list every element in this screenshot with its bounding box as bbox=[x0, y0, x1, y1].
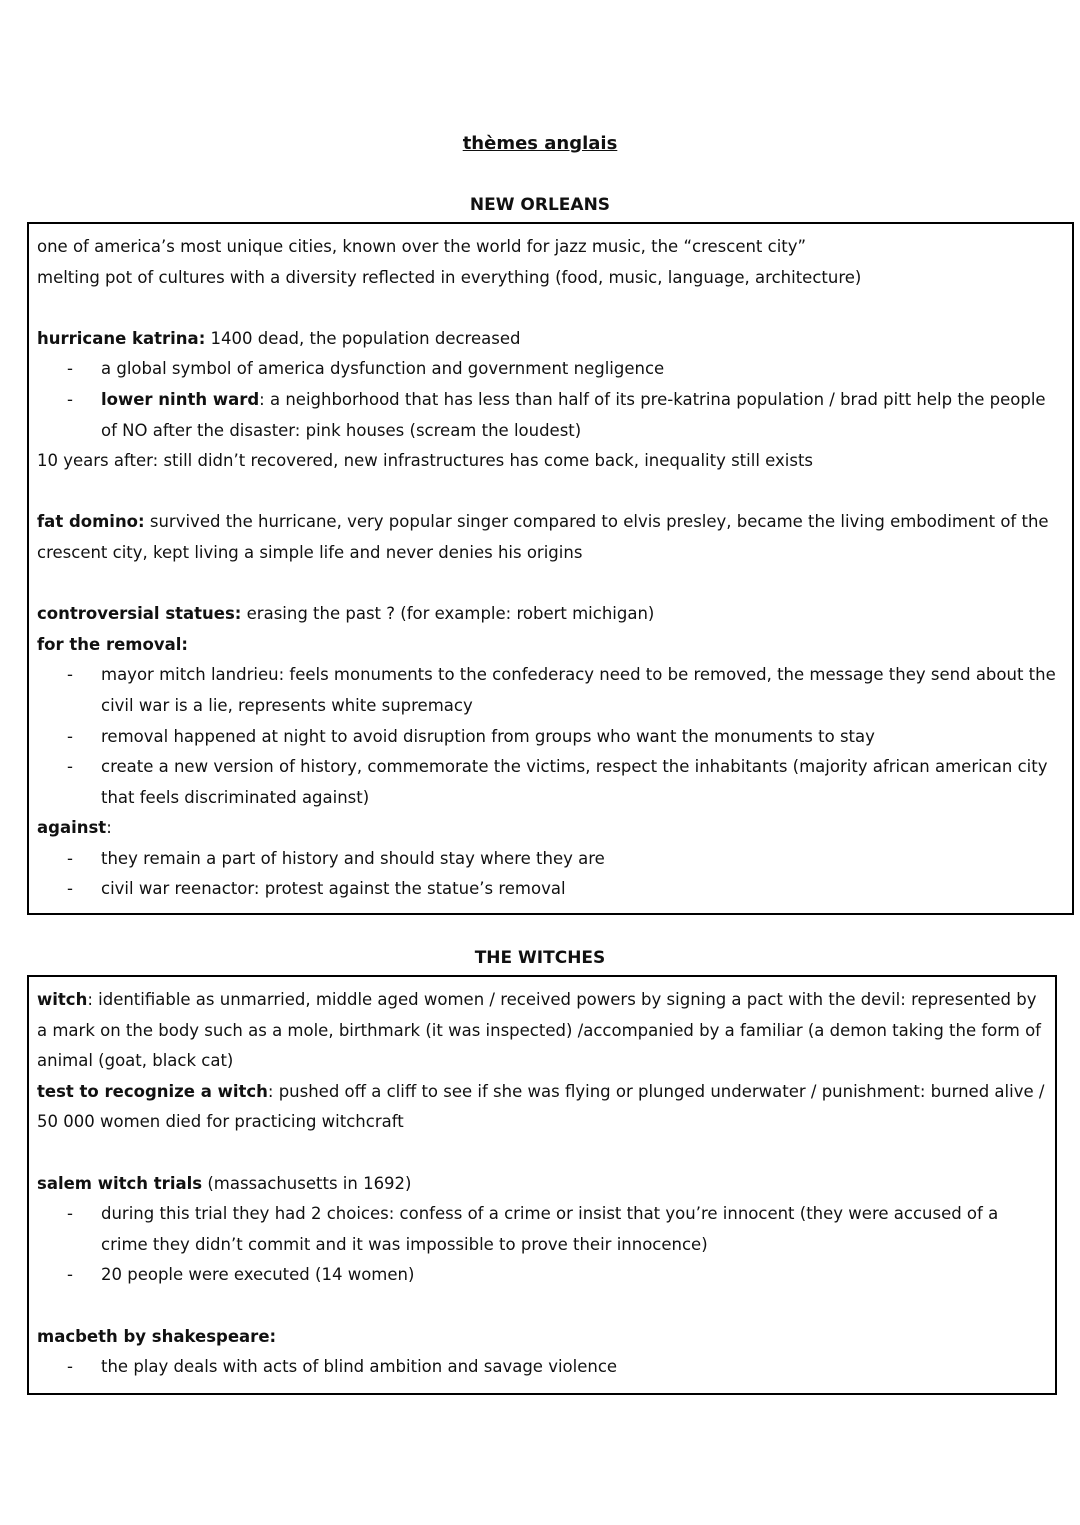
list-item-text: : a neighborhood that has less than half of its pre-katrina population / brad pitt help the people of NO after the disaster: pink houses (scream the loudest) bbox=[101, 389, 1046, 440]
katrina-label: hurricane katrina: bbox=[37, 328, 206, 348]
macbeth-list bbox=[37, 1352, 1045, 1383]
salem-list bbox=[37, 1199, 1045, 1291]
list-item bbox=[37, 354, 1062, 385]
list-item bbox=[37, 1260, 1045, 1291]
katrina-list bbox=[37, 354, 1062, 446]
new-orleans-box bbox=[27, 222, 1074, 915]
witch-label: witch bbox=[37, 990, 88, 1009]
list-item bbox=[37, 385, 1062, 446]
fat-domino-text: survived the hurricane, very popular singer compared to elvis presley, became the living embodiment of the crescent city, kept living a simple life and never denies his origins bbox=[37, 512, 1049, 562]
katrina-text: 1400 dead, the population decreased bbox=[205, 328, 521, 348]
list-item-text: 20 people were executed (14 women) bbox=[101, 1265, 415, 1285]
spacer bbox=[37, 293, 1062, 324]
witch-text: : identifiable as unmarried, middle aged women / received powers by signing a pact with the devil: represented by a mark on the body such as a mole, birthmark (it was inspected) /accompanied by a familiar (a demon taking the form of animal (goat, black cat) bbox=[37, 990, 1041, 1071]
list-item-text: during this trial they had 2 choices: confess of a crime or insist that you’re innocent (they were accused of a crime they didn’t commit and it was impossible to prove their innocence) bbox=[101, 1204, 999, 1254]
list-item-text: the play deals with acts of blind ambition and savage violence bbox=[101, 1357, 618, 1377]
macbeth-label: macbeth by shakespeare: bbox=[37, 1326, 277, 1346]
salem-paragraph bbox=[37, 1169, 1045, 1200]
intro-line-2: melting pot of cultures with a diversity reflected in everything (food, music, language, architecture) bbox=[37, 267, 862, 287]
list-item bbox=[37, 752, 1062, 813]
list-item bbox=[37, 1352, 1045, 1383]
katrina-paragraph bbox=[37, 324, 1062, 355]
list-item-text: civil war reenactor: protest against the statue’s removal bbox=[101, 879, 566, 899]
macbeth-heading bbox=[37, 1322, 1045, 1353]
section-heading-witches: THE WITCHES bbox=[474, 948, 606, 968]
spacer bbox=[37, 1138, 1045, 1169]
witch-paragraph bbox=[37, 985, 1045, 1077]
against-list bbox=[37, 844, 1062, 905]
against-label: against bbox=[37, 818, 107, 838]
list-item bbox=[37, 844, 1062, 875]
list-item bbox=[37, 874, 1062, 905]
fat-domino-label: fat domino: bbox=[37, 512, 145, 532]
list-item-text: create a new version of history, commemorate the victims, respect the inhabitants (majority african american city that feels discriminated against) bbox=[101, 757, 1048, 807]
fat-domino-paragraph bbox=[37, 507, 1062, 568]
salem-text: (massachusetts in 1692) bbox=[202, 1173, 412, 1193]
test-paragraph bbox=[37, 1077, 1045, 1138]
intro-line-1: one of america’s most unique cities, known over the world for jazz music, the “crescent city” bbox=[37, 237, 807, 256]
list-item-text: they remain a part of history and should stay where they are bbox=[101, 848, 605, 868]
witches-box bbox=[27, 975, 1057, 1395]
list-item-text: removal happened at night to avoid disruption from groups who want the monuments to stay bbox=[101, 726, 875, 746]
spacer bbox=[37, 477, 1062, 508]
statues-paragraph bbox=[37, 599, 1062, 630]
section-heading-new-orleans: NEW ORLEANS bbox=[469, 195, 611, 215]
list-item bbox=[37, 722, 1062, 753]
against-heading bbox=[37, 813, 1062, 844]
spacer bbox=[37, 569, 1062, 600]
statues-label: controversial statues: bbox=[37, 604, 242, 624]
spacer bbox=[37, 1291, 1045, 1322]
list-item bbox=[37, 1199, 1045, 1260]
lower-ninth-ward-label: lower ninth ward bbox=[101, 389, 260, 409]
katrina-after-line: 10 years after: still didn’t recovered, new infrastructures has come back, inequality still exists bbox=[37, 451, 814, 471]
list-item bbox=[37, 660, 1062, 721]
test-label: test to recognize a witch bbox=[37, 1081, 268, 1101]
for-removal-list bbox=[37, 660, 1062, 813]
against-colon: : bbox=[106, 818, 112, 838]
salem-label: salem witch trials bbox=[37, 1173, 203, 1193]
for-removal-heading bbox=[37, 630, 1062, 661]
statues-text: erasing the past ? (for example: robert michigan) bbox=[241, 604, 655, 624]
list-item-text: mayor mitch landrieu: feels monuments to the confederacy need to be removed, the message they send about the civil war is a lie, represents white supremacy bbox=[101, 665, 1056, 715]
document-title: thèmes anglais bbox=[462, 133, 618, 154]
list-item-text: a global symbol of america dysfunction and government negligence bbox=[101, 359, 665, 379]
test-text: : pushed off a cliff to see if she was flying or plunged underwater / punishment: burned alive / 50 000 women died for practicing witchcraft bbox=[37, 1081, 1045, 1132]
for-removal-label: for the removal: bbox=[37, 634, 188, 654]
